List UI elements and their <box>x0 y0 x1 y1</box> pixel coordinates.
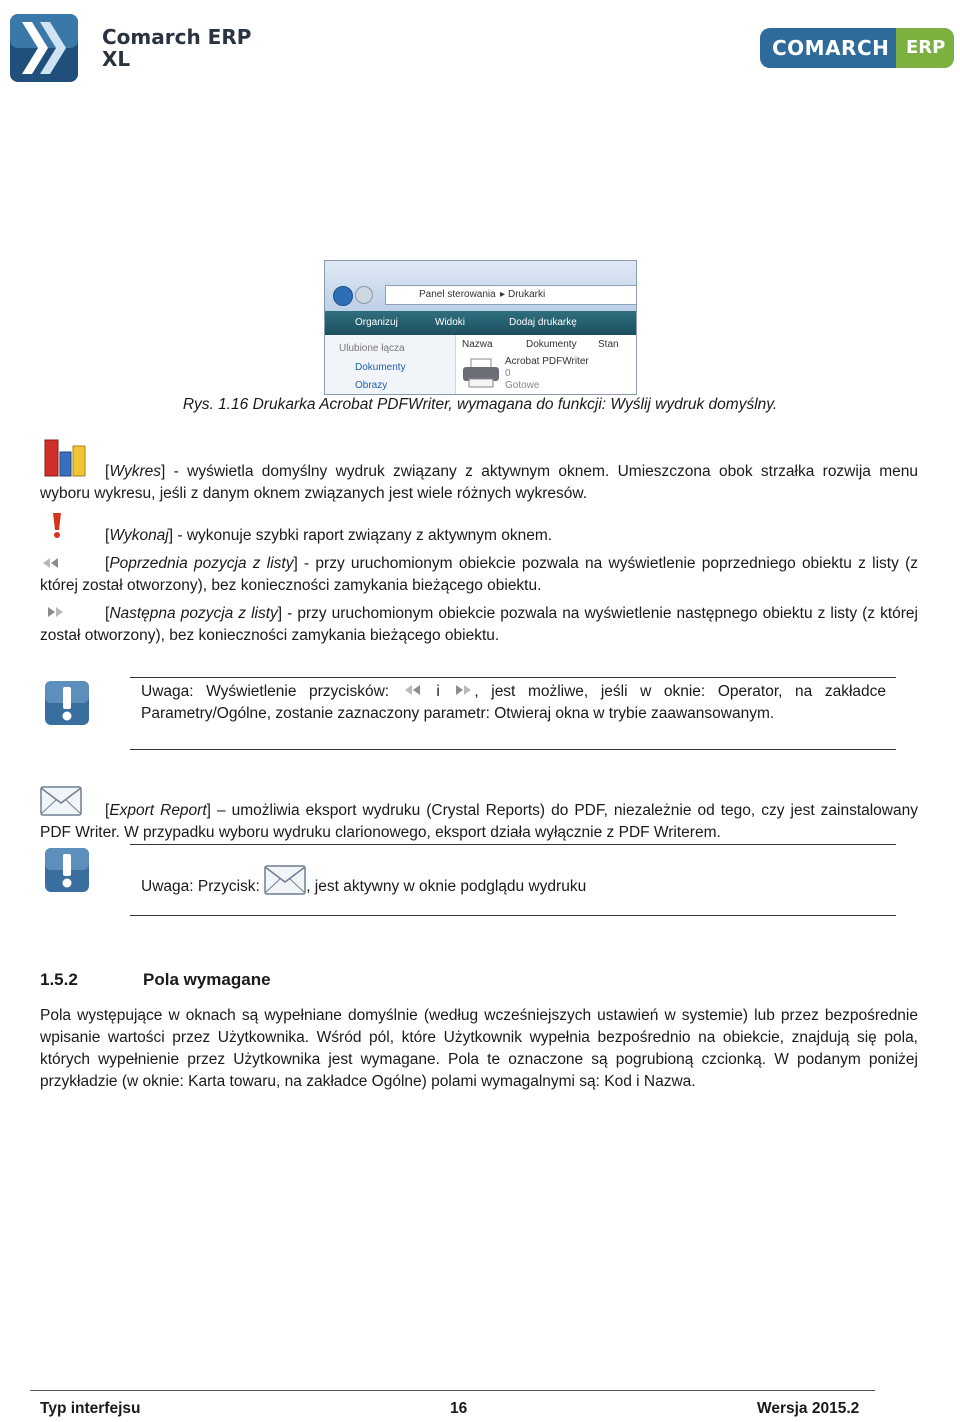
breadcrumb-printers: Drukarki <box>508 289 546 300</box>
column-name: Nazwa <box>462 339 493 350</box>
note2-part1: Uwaga: Przycisk: <box>141 878 260 895</box>
paragraph-execute: [Wykonaj] - wykonuje szybki raport związany z aktywnym oknem. <box>105 527 553 544</box>
comarch-erp-xl-logo-icon <box>8 12 80 84</box>
note2-important-icon <box>44 847 90 893</box>
note1-part2: , jest możliwe, jeśli w oknie: Operator, na zakładce Parametry/Ogólne, zostanie zaznaczony parametr: Otwieraj okna w trybie zaawansowanym. <box>141 683 887 722</box>
note1-important-icon <box>44 680 90 726</box>
sidebar-images: Obrazy <box>355 380 388 391</box>
forward-button-icon <box>355 286 373 304</box>
next-button-name: Następna pozycja z listy <box>109 605 278 622</box>
product-title-line1: Comarch ERP <box>102 25 252 49</box>
export-description: – umożliwia eksport wydruku (Crystal Reports) do PDF, niezależnie od tego, czy jest zainstalowany PDF Writer. W przypadku wyboru wydruku clarionowego, eksport działa wyłącznie z PDF Writerem. <box>40 802 918 841</box>
sidebar-favorites: Ulubione łącza <box>339 343 405 354</box>
logo-text-erp: ERP <box>906 37 946 58</box>
note2-envelope-icon <box>264 865 306 895</box>
note2-bottom-rule <box>130 915 896 916</box>
paragraph-chart: [Wykres] - wyświetla domyślny wydruk związany z aktywnym oknem. Umieszczona obok strzałka rozwija menu wyboru wykresu, jeśli z danym oknem związanych jest wiele różnych wykresów. <box>40 463 918 502</box>
breadcrumb-control-panel: Panel sterowania <box>419 289 496 300</box>
breadcrumb-arrow-icon: ▸ <box>500 289 506 300</box>
column-status: Stan <box>598 339 619 350</box>
printer-count: 0 <box>505 368 511 379</box>
note2-text <box>141 865 886 898</box>
note1-next-icon <box>454 681 472 693</box>
previous-button-name: Poprzednia pozycja z listy <box>109 555 294 572</box>
paragraph-export: [Export Report] – umożliwia eksport wydruku (Crystal Reports) do PDF, niezależnie od tego, czy jest zainstalowany PDF Writer. W przypadku wyboru wydruku clarionowego, eksport działa wyłącznie z PDF Writerem. <box>40 802 918 841</box>
logo-text-comarch: COMARCH <box>772 36 890 60</box>
note2-top-rule <box>130 844 896 845</box>
note1-previous-icon <box>404 681 422 693</box>
section-heading <box>40 970 271 990</box>
note1-part1: Uwaga: Wyświetlenie przycisków: <box>141 683 390 700</box>
column-documents: Dokumenty <box>526 339 577 350</box>
figure-caption: Rys. 1.16 Drukarka Acrobat PDFWriter, wymagana do funkcji: Wyślij wydruk domyślny. <box>182 396 778 413</box>
comarch-erp-logo <box>760 28 954 68</box>
note1-and: i <box>436 683 440 700</box>
export-button-name: Export Report <box>109 802 207 819</box>
note2-part2: , jest aktywny w oknie podglądu wydruku <box>306 878 587 895</box>
footer-page-number: 16 <box>450 1400 468 1417</box>
previous-description: - przy uruchomionym obiekcie pozwala na wyświetlenie poprzedniego obiektu z listy (z której został otworzony), bez konieczności zamykania bieżącego obiektu. <box>40 555 918 594</box>
section-body: Pola występujące w oknach są wypełniane domyślnie (według wcześniejszych ustawień w systemie) lub przez bezpośrednie wpisanie wartości przez Użytkownika. Wśród pól, które Użytkownik wypełnia bezpośrednio na obiekcie, znajdują się pola, których wypełnienie przez Użytkownika jest wymagane. Pola te oznaczone są pogrubioną czcionką. W podanym poniżej przykładzie (w oknie: Karta towaru, na zakładce Ogólne) polami wymagalnymi są: Kod i Nazwa. <box>40 1007 918 1090</box>
printer-status: Gotowe <box>505 380 540 391</box>
footer-right: Wersja 2015.2 <box>757 1400 860 1417</box>
toolbar-add-printer: Dodaj drukarkę <box>509 317 577 328</box>
note1-bottom-rule <box>130 749 896 750</box>
sidebar-documents: Dokumenty <box>355 362 406 373</box>
section-title: Pola wymagane <box>143 970 271 989</box>
note1-text <box>141 681 886 725</box>
next-description: - przy uruchomionym obiekcie pozwala na wyświetlenie następnego obiektu z listy (z której został otworzony), bez konieczności zamykania bieżącego obiektu. <box>40 605 918 644</box>
execute-button-name: Wykonaj <box>109 527 169 544</box>
footer-left: Typ interfejsu <box>40 1400 141 1417</box>
chart-description: - wyświetla domyślny wydruk związany z aktywnym oknem. Umieszczona obok strzałka rozwija menu wyboru wykresu, jeśli z danym oknem związanych jest wiele różnych wykresów. <box>40 463 918 502</box>
toolbar-views: Widoki <box>435 317 466 328</box>
back-button-icon <box>333 286 353 306</box>
printer-icon <box>461 357 501 389</box>
product-title-line2: XL <box>102 47 131 71</box>
paragraph-next: [Następna pozycja z listy] - przy uruchomionym obiekcie pozwala na wyświetlenie następnego obiektu z listy (z której został otworzony), bez konieczności zamykania bieżącego obiektu. <box>40 605 918 644</box>
note1-top-rule <box>130 677 896 678</box>
printers-window-screenshot <box>324 260 637 395</box>
header <box>0 0 960 90</box>
printer-name: Acrobat PDFWriter <box>505 356 589 367</box>
section-number: 1.5.2 <box>40 970 78 989</box>
paragraph-previous: [Poprzednia pozycja z listy] - przy uruchomionym obiekcie pozwala na wyświetlenie poprzedniego obiektu z listy (z której został otworzony), bez konieczności zamykania bieżącego obiektu. <box>40 555 918 594</box>
execute-description: - wykonuje szybki raport związany z aktywnym oknem. <box>173 527 553 544</box>
chart-button-name: Wykres <box>109 463 161 480</box>
toolbar-organize: Organizuj <box>355 317 398 328</box>
footer-rule <box>30 1390 875 1391</box>
product-title <box>102 26 251 70</box>
